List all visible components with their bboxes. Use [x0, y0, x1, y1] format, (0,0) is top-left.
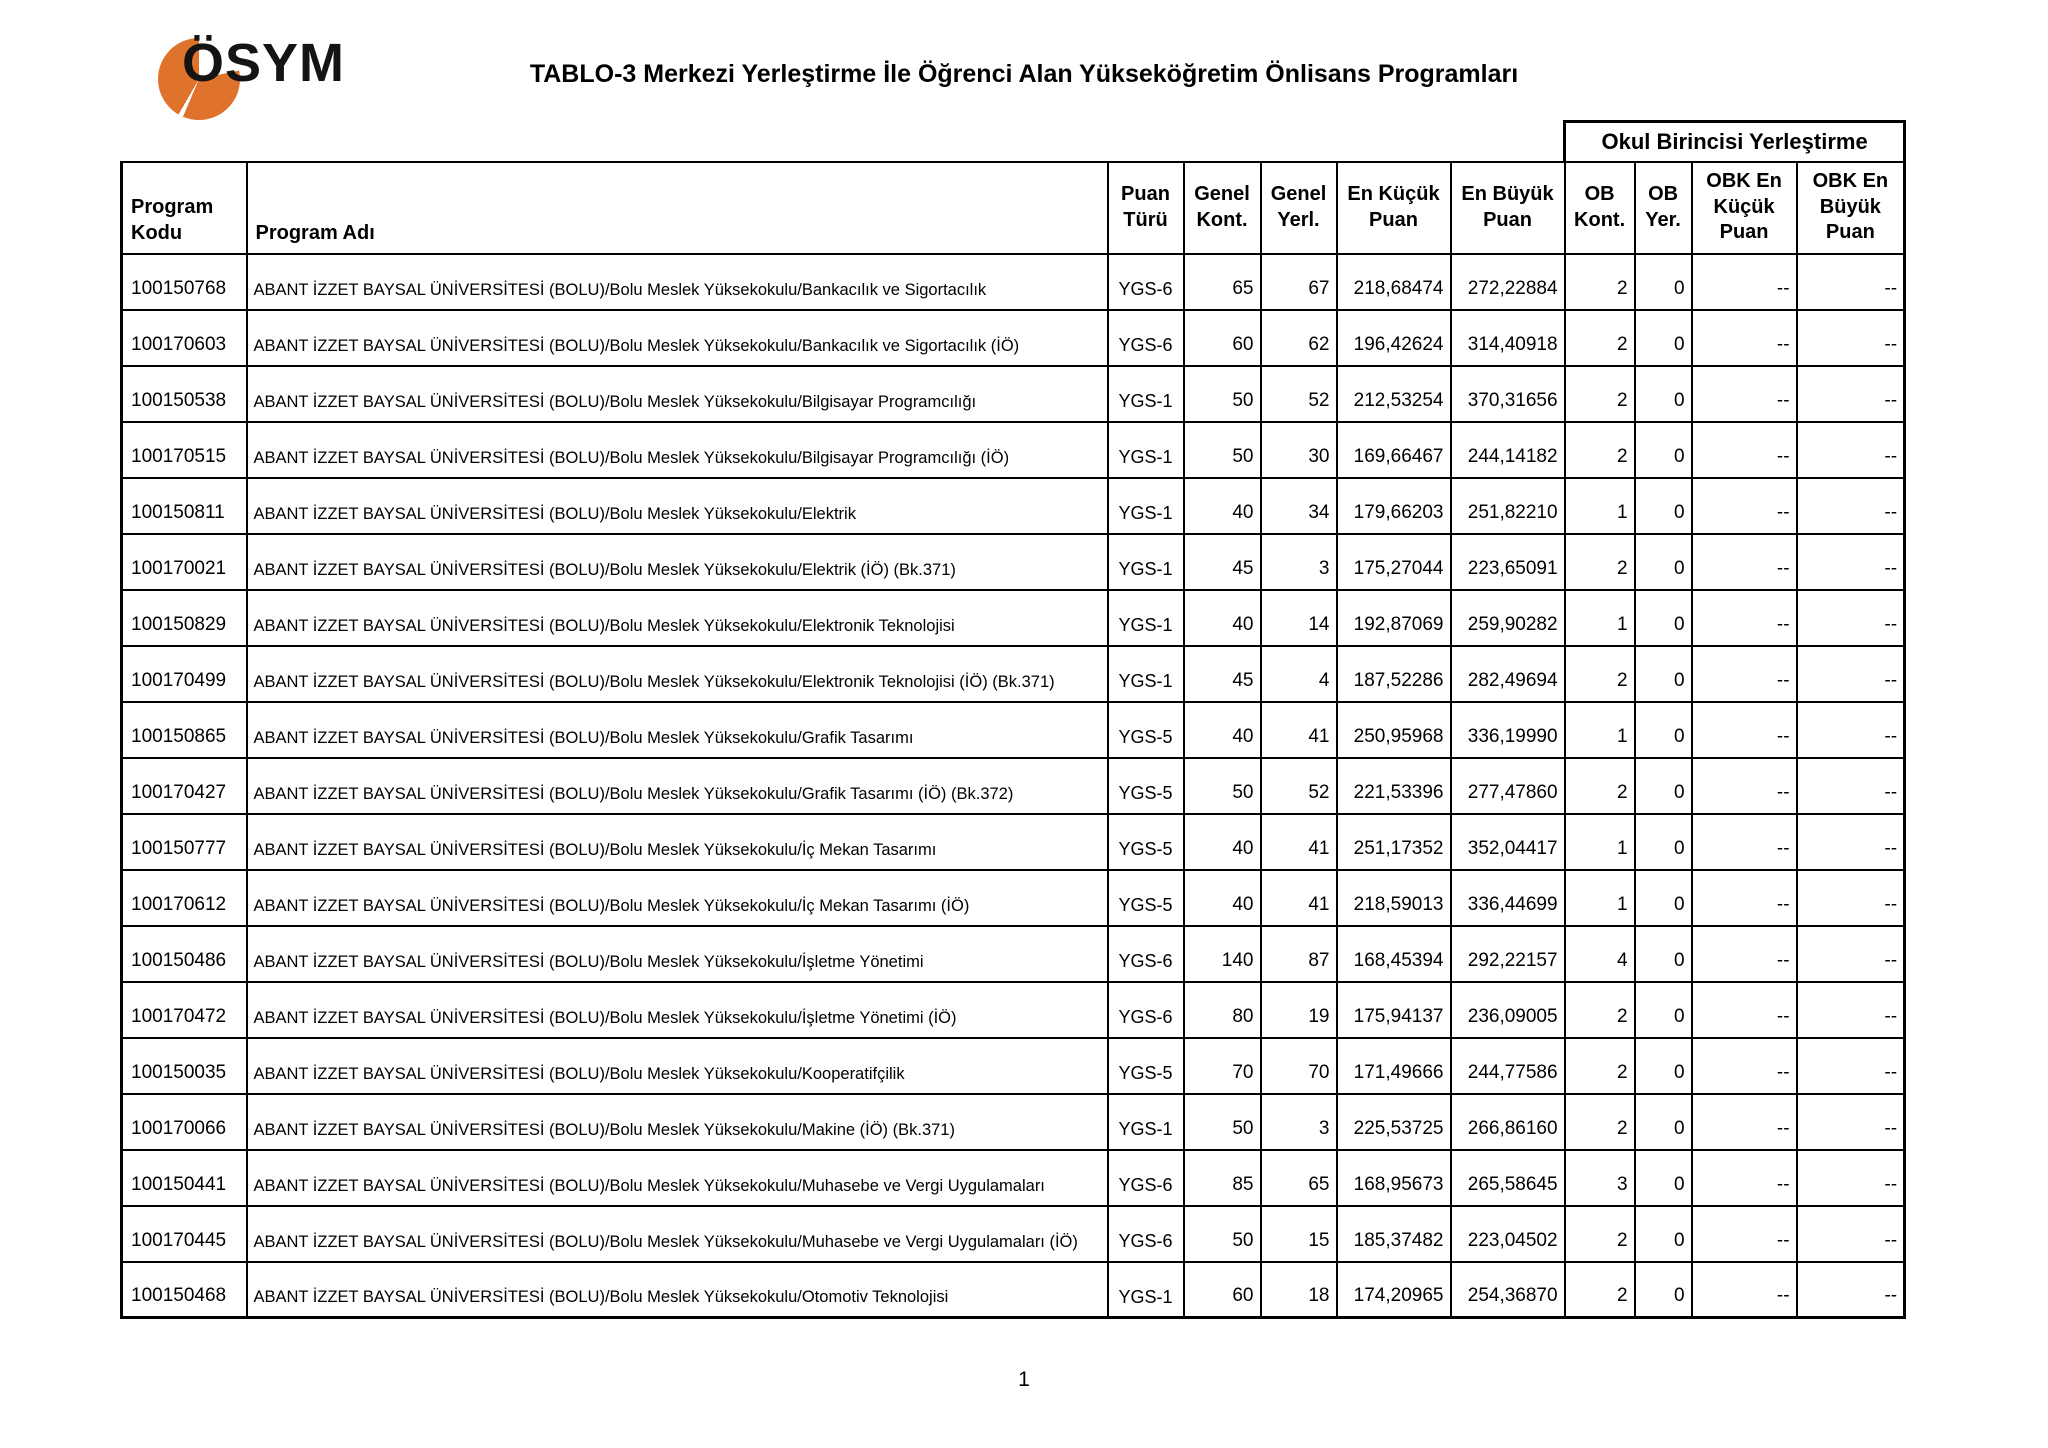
- program-name-cell: ABANT İZZET BAYSAL ÜNİVERSİTESİ (BOLU)/Bolu Meslek Yüksekokulu/İşletme Yönetimi: [247, 926, 1108, 982]
- obk-en-kucuk-puan-cell: --: [1692, 366, 1797, 422]
- ob-kont-cell: 3: [1565, 1150, 1635, 1206]
- genel-kont-cell: 45: [1184, 534, 1261, 590]
- puan-turu-cell: YGS-6: [1108, 1150, 1184, 1206]
- ob-kont-cell: 2: [1565, 1262, 1635, 1318]
- ob-kont-cell: 2: [1565, 254, 1635, 310]
- program-code-cell: 100170612: [122, 870, 247, 926]
- program-name-cell: ABANT İZZET BAYSAL ÜNİVERSİTESİ (BOLU)/Bolu Meslek Yüksekokulu/Otomotiv Teknolojisi: [247, 1262, 1108, 1318]
- en-kucuk-puan-cell: 250,95968: [1337, 702, 1451, 758]
- program-code-cell: 100150486: [122, 926, 247, 982]
- genel-yerl-cell: 67: [1261, 254, 1337, 310]
- en-kucuk-puan-cell: 168,95673: [1337, 1150, 1451, 1206]
- genel-yerl-cell: 62: [1261, 310, 1337, 366]
- ob-kont-cell: 2: [1565, 534, 1635, 590]
- en-kucuk-puan-cell: 175,27044: [1337, 534, 1451, 590]
- puan-turu-cell: YGS-6: [1108, 1206, 1184, 1262]
- en-kucuk-puan-cell: 187,52286: [1337, 646, 1451, 702]
- table-row: [122, 1262, 1905, 1318]
- program-name-cell: ABANT İZZET BAYSAL ÜNİVERSİTESİ (BOLU)/Bolu Meslek Yüksekokulu/Kooperatifçilik: [247, 1038, 1108, 1094]
- genel-yerl-cell: 3: [1261, 1094, 1337, 1150]
- genel-yerl-cell: 52: [1261, 366, 1337, 422]
- en-kucuk-puan-cell: 251,17352: [1337, 814, 1451, 870]
- ob-yer-cell: 0: [1635, 1150, 1692, 1206]
- program-code-cell: 100170427: [122, 758, 247, 814]
- obk-en-buyuk-puan-cell: --: [1797, 254, 1905, 310]
- ob-yer-cell: 0: [1635, 422, 1692, 478]
- genel-yerl-cell: 15: [1261, 1206, 1337, 1262]
- obk-en-kucuk-puan-cell: --: [1692, 870, 1797, 926]
- programs-table-body: [122, 254, 1905, 1318]
- obk-en-kucuk-puan-cell: --: [1692, 982, 1797, 1038]
- table-row: [122, 758, 1905, 814]
- genel-kont-cell: 85: [1184, 1150, 1261, 1206]
- en-kucuk-puan-cell: 218,59013: [1337, 870, 1451, 926]
- genel-yerl-cell: 41: [1261, 870, 1337, 926]
- obk-en-buyuk-puan-cell: --: [1797, 1150, 1905, 1206]
- genel-kont-cell: 40: [1184, 870, 1261, 926]
- en-kucuk-puan-cell: 225,53725: [1337, 1094, 1451, 1150]
- column-header-8: OB Yer.: [1635, 162, 1692, 254]
- column-header-10: OBK En Büyük Puan: [1797, 162, 1905, 254]
- en-kucuk-puan-cell: 185,37482: [1337, 1206, 1451, 1262]
- program-code-cell: 100150468: [122, 1262, 247, 1318]
- obk-en-buyuk-puan-cell: --: [1797, 758, 1905, 814]
- en-kucuk-puan-cell: 212,53254: [1337, 366, 1451, 422]
- genel-kont-cell: 50: [1184, 758, 1261, 814]
- table-row: [122, 1150, 1905, 1206]
- ob-kont-cell: 2: [1565, 982, 1635, 1038]
- en-buyuk-puan-cell: 282,49694: [1451, 646, 1565, 702]
- en-kucuk-puan-cell: 171,49666: [1337, 1038, 1451, 1094]
- ob-kont-cell: 2: [1565, 422, 1635, 478]
- genel-yerl-cell: 87: [1261, 926, 1337, 982]
- en-buyuk-puan-cell: 370,31656: [1451, 366, 1565, 422]
- en-kucuk-puan-cell: 168,45394: [1337, 926, 1451, 982]
- ob-kont-cell: 2: [1565, 1094, 1635, 1150]
- puan-turu-cell: YGS-5: [1108, 702, 1184, 758]
- en-buyuk-puan-cell: 223,04502: [1451, 1206, 1565, 1262]
- obk-en-buyuk-puan-cell: --: [1797, 814, 1905, 870]
- genel-kont-cell: 65: [1184, 254, 1261, 310]
- en-kucuk-puan-cell: 175,94137: [1337, 982, 1451, 1038]
- ob-kont-cell: 1: [1565, 870, 1635, 926]
- table-row: [122, 702, 1905, 758]
- puan-turu-cell: YGS-6: [1108, 982, 1184, 1038]
- column-header-row: [122, 162, 1905, 254]
- ob-yer-cell: 0: [1635, 310, 1692, 366]
- puan-turu-cell: YGS-6: [1108, 254, 1184, 310]
- en-kucuk-puan-cell: 218,68474: [1337, 254, 1451, 310]
- osym-logo-text: ÖSYM: [182, 33, 346, 93]
- genel-kont-cell: 45: [1184, 646, 1261, 702]
- obk-en-kucuk-puan-cell: --: [1692, 926, 1797, 982]
- program-code-cell: 100150865: [122, 702, 247, 758]
- en-buyuk-puan-cell: 254,36870: [1451, 1262, 1565, 1318]
- program-code-cell: 100150829: [122, 590, 247, 646]
- ob-yer-cell: 0: [1635, 534, 1692, 590]
- program-code-cell: 100150035: [122, 1038, 247, 1094]
- obk-en-kucuk-puan-cell: --: [1692, 1206, 1797, 1262]
- obk-en-kucuk-puan-cell: --: [1692, 478, 1797, 534]
- genel-yerl-cell: 3: [1261, 534, 1337, 590]
- genel-yerl-cell: 4: [1261, 646, 1337, 702]
- program-name-cell: ABANT İZZET BAYSAL ÜNİVERSİTESİ (BOLU)/Bolu Meslek Yüksekokulu/Bilgisayar Programcılığı: [247, 366, 1108, 422]
- en-buyuk-puan-cell: 259,90282: [1451, 590, 1565, 646]
- en-kucuk-puan-cell: 174,20965: [1337, 1262, 1451, 1318]
- column-header-1: Program Adı: [247, 162, 1108, 254]
- obk-en-buyuk-puan-cell: --: [1797, 926, 1905, 982]
- ob-yer-cell: 0: [1635, 1206, 1692, 1262]
- genel-yerl-cell: 70: [1261, 1038, 1337, 1094]
- table-row: [122, 310, 1905, 366]
- obk-en-buyuk-puan-cell: --: [1797, 1206, 1905, 1262]
- header-spacer: [122, 122, 1565, 162]
- program-name-cell: ABANT İZZET BAYSAL ÜNİVERSİTESİ (BOLU)/Bolu Meslek Yüksekokulu/Muhasebe ve Vergi Uygulamaları (İÖ): [247, 1206, 1108, 1262]
- genel-kont-cell: 80: [1184, 982, 1261, 1038]
- genel-kont-cell: 50: [1184, 1094, 1261, 1150]
- genel-kont-cell: 70: [1184, 1038, 1261, 1094]
- genel-yerl-cell: 52: [1261, 758, 1337, 814]
- genel-kont-cell: 40: [1184, 814, 1261, 870]
- table-row: [122, 534, 1905, 590]
- ob-yer-cell: 0: [1635, 1094, 1692, 1150]
- en-kucuk-puan-cell: 169,66467: [1337, 422, 1451, 478]
- table-row: [122, 1206, 1905, 1262]
- puan-turu-cell: YGS-1: [1108, 1262, 1184, 1318]
- table-row: [122, 646, 1905, 702]
- ob-yer-cell: 0: [1635, 254, 1692, 310]
- obk-en-kucuk-puan-cell: --: [1692, 1038, 1797, 1094]
- puan-turu-cell: YGS-1: [1108, 478, 1184, 534]
- program-code-cell: 100170445: [122, 1206, 247, 1262]
- ob-yer-cell: 0: [1635, 814, 1692, 870]
- page-title: TABLO-3 Merkezi Yerleştirme İle Öğrenci Alan Yükseköğretim Önlisans Programları: [529, 60, 1519, 88]
- en-buyuk-puan-cell: 236,09005: [1451, 982, 1565, 1038]
- obk-en-kucuk-puan-cell: --: [1692, 422, 1797, 478]
- en-buyuk-puan-cell: 314,40918: [1451, 310, 1565, 366]
- obk-en-kucuk-puan-cell: --: [1692, 702, 1797, 758]
- en-buyuk-puan-cell: 266,86160: [1451, 1094, 1565, 1150]
- program-code-cell: 100170472: [122, 982, 247, 1038]
- program-code-cell: 100150777: [122, 814, 247, 870]
- table-row: [122, 982, 1905, 1038]
- en-buyuk-puan-cell: 223,65091: [1451, 534, 1565, 590]
- en-buyuk-puan-cell: 272,22884: [1451, 254, 1565, 310]
- obk-en-buyuk-puan-cell: --: [1797, 646, 1905, 702]
- obk-en-buyuk-puan-cell: --: [1797, 590, 1905, 646]
- en-buyuk-puan-cell: 277,47860: [1451, 758, 1565, 814]
- program-code-cell: 100170515: [122, 422, 247, 478]
- program-code-cell: 100150768: [122, 254, 247, 310]
- program-name-cell: ABANT İZZET BAYSAL ÜNİVERSİTESİ (BOLU)/Bolu Meslek Yüksekokulu/Elektronik Teknolojisi: [247, 590, 1108, 646]
- genel-kont-cell: 40: [1184, 478, 1261, 534]
- genel-kont-cell: 50: [1184, 422, 1261, 478]
- genel-yerl-cell: 41: [1261, 814, 1337, 870]
- group-header-row: [122, 122, 1905, 162]
- ob-kont-cell: 2: [1565, 758, 1635, 814]
- ob-yer-cell: 0: [1635, 590, 1692, 646]
- ob-yer-cell: 0: [1635, 1262, 1692, 1318]
- column-header-3: Genel Kont.: [1184, 162, 1261, 254]
- genel-kont-cell: 40: [1184, 702, 1261, 758]
- obk-en-kucuk-puan-cell: --: [1692, 534, 1797, 590]
- program-code-cell: 100170021: [122, 534, 247, 590]
- puan-turu-cell: YGS-5: [1108, 758, 1184, 814]
- column-header-0: Program Kodu: [122, 162, 247, 254]
- program-name-cell: ABANT İZZET BAYSAL ÜNİVERSİTESİ (BOLU)/Bolu Meslek Yüksekokulu/İç Mekan Tasarımı (İÖ): [247, 870, 1108, 926]
- ob-kont-cell: 1: [1565, 702, 1635, 758]
- table-row: [122, 926, 1905, 982]
- column-header-5: En Küçük Puan: [1337, 162, 1451, 254]
- program-name-cell: ABANT İZZET BAYSAL ÜNİVERSİTESİ (BOLU)/Bolu Meslek Yüksekokulu/Bankacılık ve Sigortacılık: [247, 254, 1108, 310]
- genel-yerl-cell: 41: [1261, 702, 1337, 758]
- puan-turu-cell: YGS-1: [1108, 366, 1184, 422]
- ob-kont-cell: 2: [1565, 1038, 1635, 1094]
- program-name-cell: ABANT İZZET BAYSAL ÜNİVERSİTESİ (BOLU)/Bolu Meslek Yüksekokulu/Bankacılık ve Sigortacılık (İÖ): [247, 310, 1108, 366]
- en-buyuk-puan-cell: 292,22157: [1451, 926, 1565, 982]
- genel-kont-cell: 60: [1184, 310, 1261, 366]
- obk-en-kucuk-puan-cell: --: [1692, 646, 1797, 702]
- obk-en-buyuk-puan-cell: --: [1797, 534, 1905, 590]
- column-header-9: OBK En Küçük Puan: [1692, 162, 1797, 254]
- program-code-cell: 100170066: [122, 1094, 247, 1150]
- obk-en-buyuk-puan-cell: --: [1797, 422, 1905, 478]
- puan-turu-cell: YGS-5: [1108, 870, 1184, 926]
- ob-yer-cell: 0: [1635, 702, 1692, 758]
- genel-yerl-cell: 18: [1261, 1262, 1337, 1318]
- ob-kont-cell: 2: [1565, 366, 1635, 422]
- en-buyuk-puan-cell: 251,82210: [1451, 478, 1565, 534]
- obk-en-buyuk-puan-cell: --: [1797, 1038, 1905, 1094]
- obk-en-buyuk-puan-cell: --: [1797, 310, 1905, 366]
- ob-kont-cell: 2: [1565, 1206, 1635, 1262]
- table-row: [122, 814, 1905, 870]
- column-header-6: En Büyük Puan: [1451, 162, 1565, 254]
- obk-en-buyuk-puan-cell: --: [1797, 982, 1905, 1038]
- program-name-cell: ABANT İZZET BAYSAL ÜNİVERSİTESİ (BOLU)/Bolu Meslek Yüksekokulu/Grafik Tasarımı (İÖ) (Bk.372): [247, 758, 1108, 814]
- en-buyuk-puan-cell: 336,44699: [1451, 870, 1565, 926]
- en-kucuk-puan-cell: 196,42624: [1337, 310, 1451, 366]
- genel-yerl-cell: 14: [1261, 590, 1337, 646]
- genel-kont-cell: 50: [1184, 366, 1261, 422]
- table-row: [122, 870, 1905, 926]
- puan-turu-cell: YGS-1: [1108, 590, 1184, 646]
- programs-table: [120, 120, 1906, 1319]
- ob-yer-cell: 0: [1635, 366, 1692, 422]
- obk-en-kucuk-puan-cell: --: [1692, 814, 1797, 870]
- obk-en-kucuk-puan-cell: --: [1692, 254, 1797, 310]
- genel-yerl-cell: 65: [1261, 1150, 1337, 1206]
- table-row: [122, 254, 1905, 310]
- program-name-cell: ABANT İZZET BAYSAL ÜNİVERSİTESİ (BOLU)/Bolu Meslek Yüksekokulu/İşletme Yönetimi (İÖ): [247, 982, 1108, 1038]
- program-code-cell: 100150538: [122, 366, 247, 422]
- puan-turu-cell: YGS-1: [1108, 534, 1184, 590]
- obk-en-buyuk-puan-cell: --: [1797, 702, 1905, 758]
- obk-en-kucuk-puan-cell: --: [1692, 590, 1797, 646]
- table-row: [122, 590, 1905, 646]
- puan-turu-cell: YGS-5: [1108, 1038, 1184, 1094]
- en-buyuk-puan-cell: 265,58645: [1451, 1150, 1565, 1206]
- program-code-cell: 100170499: [122, 646, 247, 702]
- ob-yer-cell: 0: [1635, 982, 1692, 1038]
- program-code-cell: 100170603: [122, 310, 247, 366]
- column-header-4: Genel Yerl.: [1261, 162, 1337, 254]
- obk-en-buyuk-puan-cell: --: [1797, 366, 1905, 422]
- genel-kont-cell: 40: [1184, 590, 1261, 646]
- obk-en-buyuk-puan-cell: --: [1797, 870, 1905, 926]
- programs-table-wrap: [120, 120, 1906, 1319]
- puan-turu-cell: YGS-6: [1108, 926, 1184, 982]
- program-name-cell: ABANT İZZET BAYSAL ÜNİVERSİTESİ (BOLU)/Bolu Meslek Yüksekokulu/Makine (İÖ) (Bk.371): [247, 1094, 1108, 1150]
- obk-en-kucuk-puan-cell: --: [1692, 758, 1797, 814]
- en-buyuk-puan-cell: 336,19990: [1451, 702, 1565, 758]
- genel-kont-cell: 140: [1184, 926, 1261, 982]
- ob-yer-cell: 0: [1635, 1038, 1692, 1094]
- puan-turu-cell: YGS-1: [1108, 1094, 1184, 1150]
- group-header-okul-birincisi: Okul Birincisi Yerleştirme: [1565, 122, 1905, 162]
- obk-en-buyuk-puan-cell: --: [1797, 478, 1905, 534]
- obk-en-kucuk-puan-cell: --: [1692, 310, 1797, 366]
- column-header-2: Puan Türü: [1108, 162, 1184, 254]
- puan-turu-cell: YGS-1: [1108, 422, 1184, 478]
- genel-kont-cell: 60: [1184, 1262, 1261, 1318]
- obk-en-kucuk-puan-cell: --: [1692, 1094, 1797, 1150]
- program-code-cell: 100150441: [122, 1150, 247, 1206]
- program-name-cell: ABANT İZZET BAYSAL ÜNİVERSİTESİ (BOLU)/Bolu Meslek Yüksekokulu/İç Mekan Tasarımı: [247, 814, 1108, 870]
- ob-kont-cell: 4: [1565, 926, 1635, 982]
- obk-en-buyuk-puan-cell: --: [1797, 1094, 1905, 1150]
- table-row: [122, 1038, 1905, 1094]
- table-row: [122, 478, 1905, 534]
- program-name-cell: ABANT İZZET BAYSAL ÜNİVERSİTESİ (BOLU)/Bolu Meslek Yüksekokulu/Elektrik (İÖ) (Bk.371): [247, 534, 1108, 590]
- puan-turu-cell: YGS-5: [1108, 814, 1184, 870]
- page-number: 1: [1018, 1368, 1030, 1391]
- ob-kont-cell: 1: [1565, 478, 1635, 534]
- puan-turu-cell: YGS-1: [1108, 646, 1184, 702]
- obk-en-kucuk-puan-cell: --: [1692, 1150, 1797, 1206]
- ob-yer-cell: 0: [1635, 926, 1692, 982]
- ob-kont-cell: 1: [1565, 590, 1635, 646]
- en-buyuk-puan-cell: 244,14182: [1451, 422, 1565, 478]
- ob-kont-cell: 2: [1565, 310, 1635, 366]
- ob-kont-cell: 1: [1565, 814, 1635, 870]
- table-row: [122, 422, 1905, 478]
- en-kucuk-puan-cell: 192,87069: [1337, 590, 1451, 646]
- en-buyuk-puan-cell: 244,77586: [1451, 1038, 1565, 1094]
- program-name-cell: ABANT İZZET BAYSAL ÜNİVERSİTESİ (BOLU)/Bolu Meslek Yüksekokulu/Muhasebe ve Vergi Uygulamaları: [247, 1150, 1108, 1206]
- genel-kont-cell: 50: [1184, 1206, 1261, 1262]
- ob-kont-cell: 2: [1565, 646, 1635, 702]
- genel-yerl-cell: 34: [1261, 478, 1337, 534]
- obk-en-kucuk-puan-cell: --: [1692, 1262, 1797, 1318]
- puan-turu-cell: YGS-6: [1108, 310, 1184, 366]
- obk-en-buyuk-puan-cell: --: [1797, 1262, 1905, 1318]
- program-name-cell: ABANT İZZET BAYSAL ÜNİVERSİTESİ (BOLU)/Bolu Meslek Yüksekokulu/Grafik Tasarımı: [247, 702, 1108, 758]
- column-header-7: OB Kont.: [1565, 162, 1635, 254]
- genel-yerl-cell: 30: [1261, 422, 1337, 478]
- ob-yer-cell: 0: [1635, 646, 1692, 702]
- table-row: [122, 1094, 1905, 1150]
- program-code-cell: 100150811: [122, 478, 247, 534]
- en-kucuk-puan-cell: 179,66203: [1337, 478, 1451, 534]
- program-name-cell: ABANT İZZET BAYSAL ÜNİVERSİTESİ (BOLU)/Bolu Meslek Yüksekokulu/Bilgisayar Programcılığı (İÖ): [247, 422, 1108, 478]
- ob-yer-cell: 0: [1635, 478, 1692, 534]
- program-name-cell: ABANT İZZET BAYSAL ÜNİVERSİTESİ (BOLU)/Bolu Meslek Yüksekokulu/Elektronik Teknolojisi (İÖ) (Bk.371): [247, 646, 1108, 702]
- ob-yer-cell: 0: [1635, 870, 1692, 926]
- genel-yerl-cell: 19: [1261, 982, 1337, 1038]
- en-buyuk-puan-cell: 352,04417: [1451, 814, 1565, 870]
- table-row: [122, 366, 1905, 422]
- ob-yer-cell: 0: [1635, 758, 1692, 814]
- program-name-cell: ABANT İZZET BAYSAL ÜNİVERSİTESİ (BOLU)/Bolu Meslek Yüksekokulu/Elektrik: [247, 478, 1108, 534]
- en-kucuk-puan-cell: 221,53396: [1337, 758, 1451, 814]
